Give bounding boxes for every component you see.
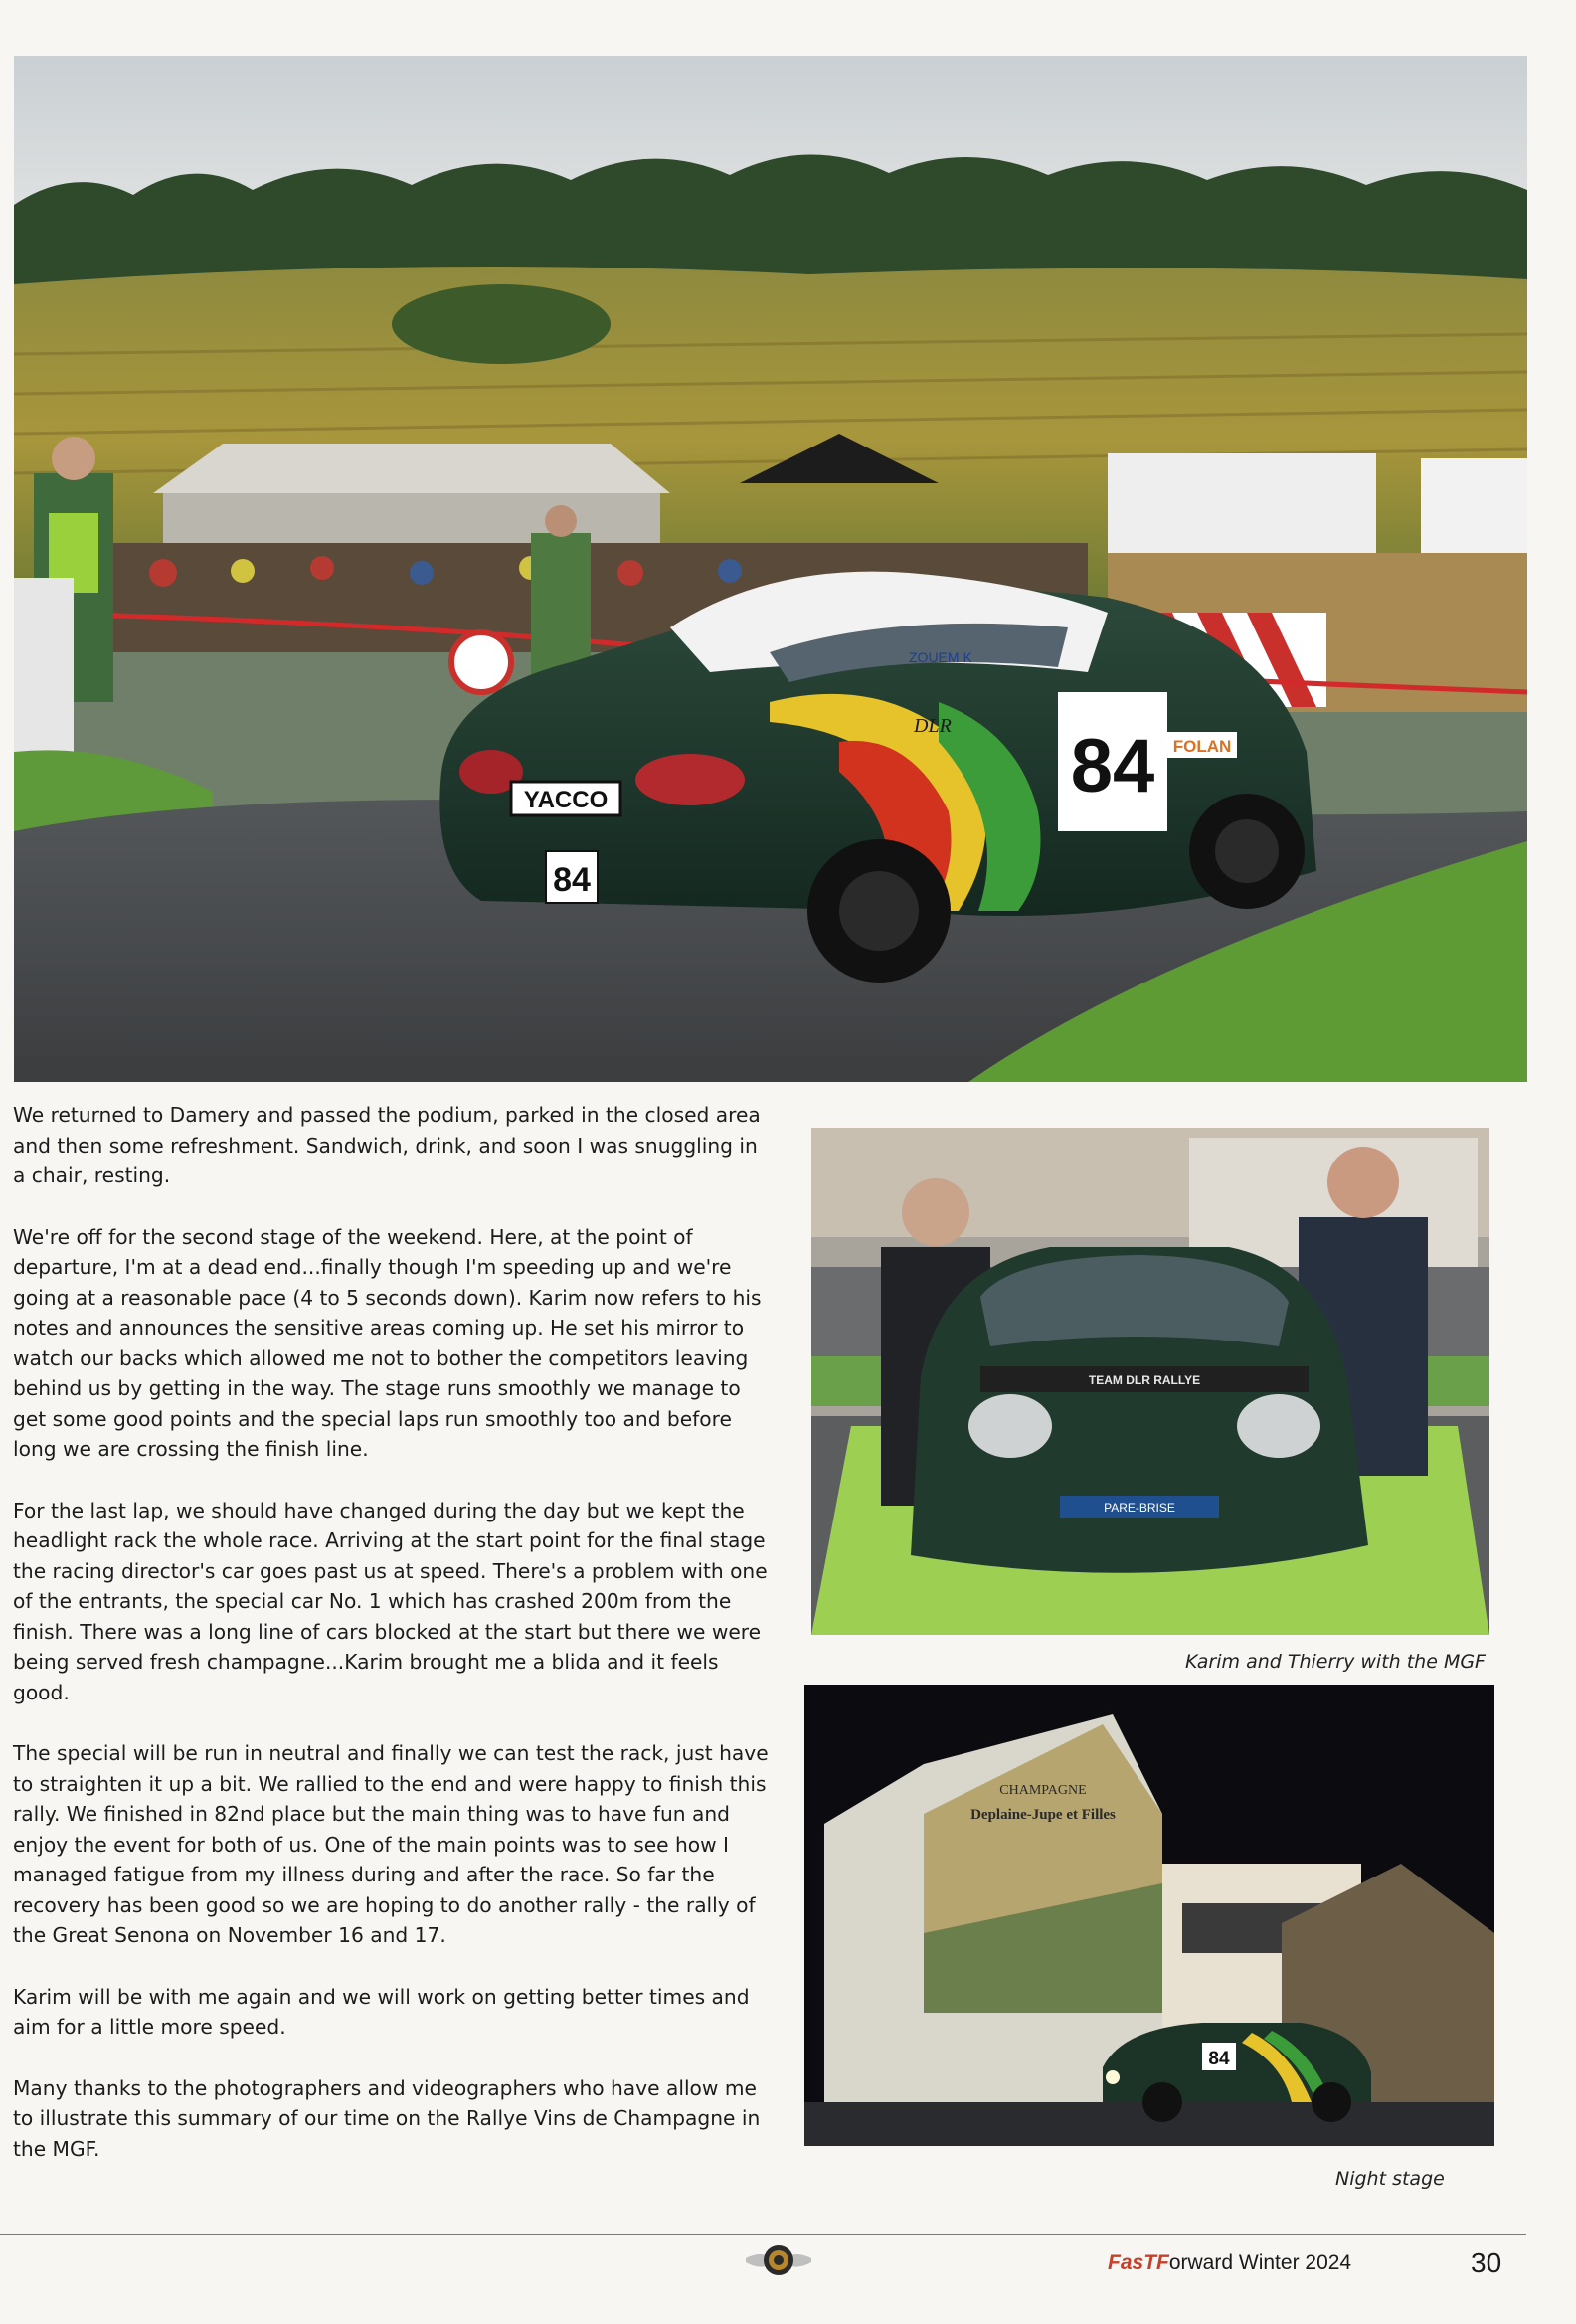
hero-photo-rally-car [14, 56, 1527, 1082]
article-paragraph: Karim will be with me again and we will work on getting better times and aim for a little more speed. [13, 1984, 750, 2039]
hero-rear-plate: YACCO [523, 787, 609, 813]
footer-brand-mid: TF [1143, 2251, 1169, 2274]
hero-door-number: 84 [1070, 724, 1155, 808]
hero-rear-number: 84 [553, 861, 591, 899]
garage-bumper-text: PARE-BRISE [1104, 1501, 1175, 1515]
article-paragraph: We're off for the second stage of the weekend. Here, at the point of departure, I'm at a dead end...finally though I'm speeding up and we're going at a reasonable pace (4 to 5 seconds down). Karim now refers to his notes and announces the sensitive areas coming up. He set his mirror to watch our backs which allowed me not to bother the competitors leaving behind us by getting in the way. The stage runs smoothly we manage to get some good points and the special laps run smoothly too and before long we are crossing the finish line. [13, 1224, 762, 1461]
photo-night-stage [804, 1685, 1494, 2146]
night-car-number: 84 [1208, 2049, 1230, 2069]
hero-folan-sticker: FOLAN [1172, 737, 1232, 756]
photo-karim-thierry [811, 1128, 1489, 1635]
page-number: 30 [1471, 2247, 1502, 2278]
article-paragraph: The special will be run in neutral and finally we can test the rack, just have to straighten it up a bit. We rallied to the end and were happy to finish this rally. We finished in 82nd place but the main thing was to have fun and enjoy the event for both of us. One of the main points was to see how I managed fatigue from my illness during and after the race. So far the recovery has been good so we are hoping to do another rally - the rally of the Great Senona on November 16 and 17. [13, 1741, 769, 1947]
footer-issue: Winter 2024 [1238, 2251, 1352, 2274]
night-mural-title: CHAMPAGNE [999, 1783, 1087, 1798]
footer-magazine-title [1108, 2251, 1351, 2275]
hero-livery-text: DLR [914, 715, 952, 737]
night-photo-drawing [804, 1685, 1494, 2146]
hero-photo-drawing [14, 56, 1527, 1082]
caption-night-stage: Night stage [1335, 2168, 1445, 2190]
article-body [13, 1100, 769, 2195]
club-badge-icon [744, 2240, 813, 2280]
hero-window-name: ZOUEM K [909, 649, 972, 665]
article-paragraph: Many thanks to the photographers and videographers who have allow me to illustrate this summary of our time on the Rallye Vins de Champagne in the MGF. [13, 2075, 761, 2161]
caption-karim-thierry: Karim and Thierry with the MGF [1185, 1651, 1486, 1673]
article-paragraph: We returned to Damery and passed the podium, parked in the closed area and then some refreshment. Sandwich, drink, and soon I was snuggling in a chair, resting. [13, 1103, 761, 1187]
garage-photo-drawing [811, 1128, 1489, 1635]
footer-rule [0, 2234, 1526, 2235]
garage-windscreen-banner: TEAM DLR RALLYE [1088, 1373, 1201, 1387]
footer-brand-suffix: orward [1168, 2251, 1234, 2274]
footer-brand-prefix: Fas [1108, 2251, 1144, 2274]
night-mural-name: Deplaine-Jupe et Filles [970, 1807, 1116, 1823]
article-paragraph: For the last lap, we should have changed during the day but we kept the headlight rack the whole race. Arriving at the start point for the final stage the racing director's car goes past us at speed. There's a problem with one of the entrants, the special car No. 1 which has crashed 200m from the finish. There was a long line of cars blocked at the start but there we were being served fresh champagne...Karim brought me a blida and it feels good. [13, 1498, 768, 1704]
